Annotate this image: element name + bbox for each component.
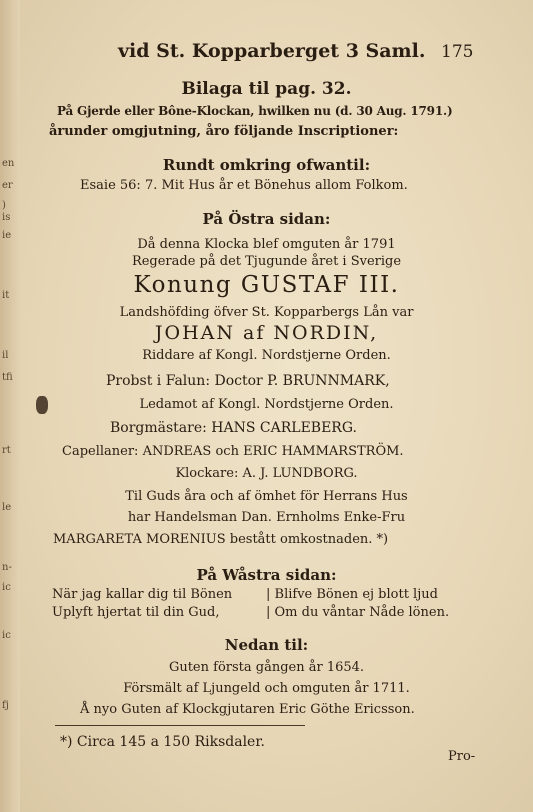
east-line: har Handelsman Dan. Ernholms Enke-Fru xyxy=(127,510,406,525)
verse-right: | Om du våntar Nåde lönen. xyxy=(266,605,450,620)
edge-fragment: il xyxy=(2,350,9,361)
east-line: Då denna Klocka blef omguten år 1791 xyxy=(137,237,396,252)
east-line: Borgmästare: HANS CARLEBERG. xyxy=(110,420,357,436)
king-name: Konung GUSTAF III. xyxy=(133,272,400,298)
edge-fragment: is xyxy=(2,212,11,223)
running-head: vid St. Kopparberget 3 Saml. xyxy=(118,40,426,62)
edge-fragment: rt xyxy=(2,445,11,456)
east-line: Ledamot af Kongl. Nordstjerne Orden. xyxy=(139,397,394,412)
edge-fragment: fj xyxy=(2,700,9,711)
edge-fragment: ic xyxy=(2,582,11,593)
west-side-label: På Wåstra sidan: xyxy=(196,566,337,584)
verse-right: | Blifve Bönen ej blott ljud xyxy=(266,587,438,602)
east-line: Capellaner: ANDREAS och ERIC HAMMARSTRÖM. xyxy=(62,444,404,459)
below-label: Nedan til: xyxy=(224,636,309,654)
footnote: *) Circa 145 a 150 Riksdaler. xyxy=(60,734,265,750)
below-line: Å nyo Guten af Klockgjutaren Eric Göthe Ericsson. xyxy=(80,702,415,717)
verse-left: Uplyft hjertat til din Gud, xyxy=(52,605,220,620)
east-line: Riddare af Kongl. Nordstjerne Orden. xyxy=(142,348,391,363)
edge-fragment: le xyxy=(2,502,12,513)
edge-fragment: it xyxy=(2,290,10,301)
east-line: MARGARETA MORENIUS bestått omkostnaden. *) xyxy=(53,532,389,547)
verse-left: När jag kallar dig til Bönen xyxy=(52,587,233,602)
intro-line: På Gjerde eller Bône-Klockan, hwilken nu (d. 30 Aug. 1791.) xyxy=(57,104,453,118)
east-line: Probst i Falun: Doctor P. BRUNNMARK, xyxy=(106,373,390,389)
intro-line: årunder omgjutning, åro följande Inscriptioner: xyxy=(49,124,399,139)
round-label: Rundt omkring ofwantil: xyxy=(162,156,371,174)
section-heading: Bilaga til pag. 32. xyxy=(181,79,352,99)
east-side-label: På Östra sidan: xyxy=(202,210,331,228)
footnote-rule xyxy=(55,725,305,726)
edge-fragment: er xyxy=(2,180,13,191)
below-line: Guten första gången år 1654. xyxy=(168,660,365,675)
governor-name: JOHAN af NORDIN, xyxy=(154,322,379,344)
below-line: Försmält af Ljungeld och omguten år 1711. xyxy=(123,681,410,696)
edge-fragment: en xyxy=(2,158,15,169)
east-line: Landshöfding öfver St. Kopparbergs Lån var xyxy=(119,305,414,320)
catchword: Pro- xyxy=(448,749,476,764)
east-line: Regerade på det Tjugunde året i Sverige xyxy=(131,254,402,269)
edge-fragment: n- xyxy=(2,562,12,573)
edge-fragment: tfi xyxy=(2,372,13,383)
round-inscription: Esaie 56: 7. Mit Hus år et Bönehus allom Folkom. xyxy=(80,178,408,193)
edge-fragment: ic xyxy=(2,630,11,641)
page-number: 175 xyxy=(441,42,474,62)
east-line: Klockare: A. J. LUNDBORG. xyxy=(175,466,358,481)
edge-fragment: ) xyxy=(2,200,6,211)
east-line: Til Guds åra och af ömhet för Herrans Hus xyxy=(125,489,408,504)
edge-fragment: ie xyxy=(2,230,12,241)
